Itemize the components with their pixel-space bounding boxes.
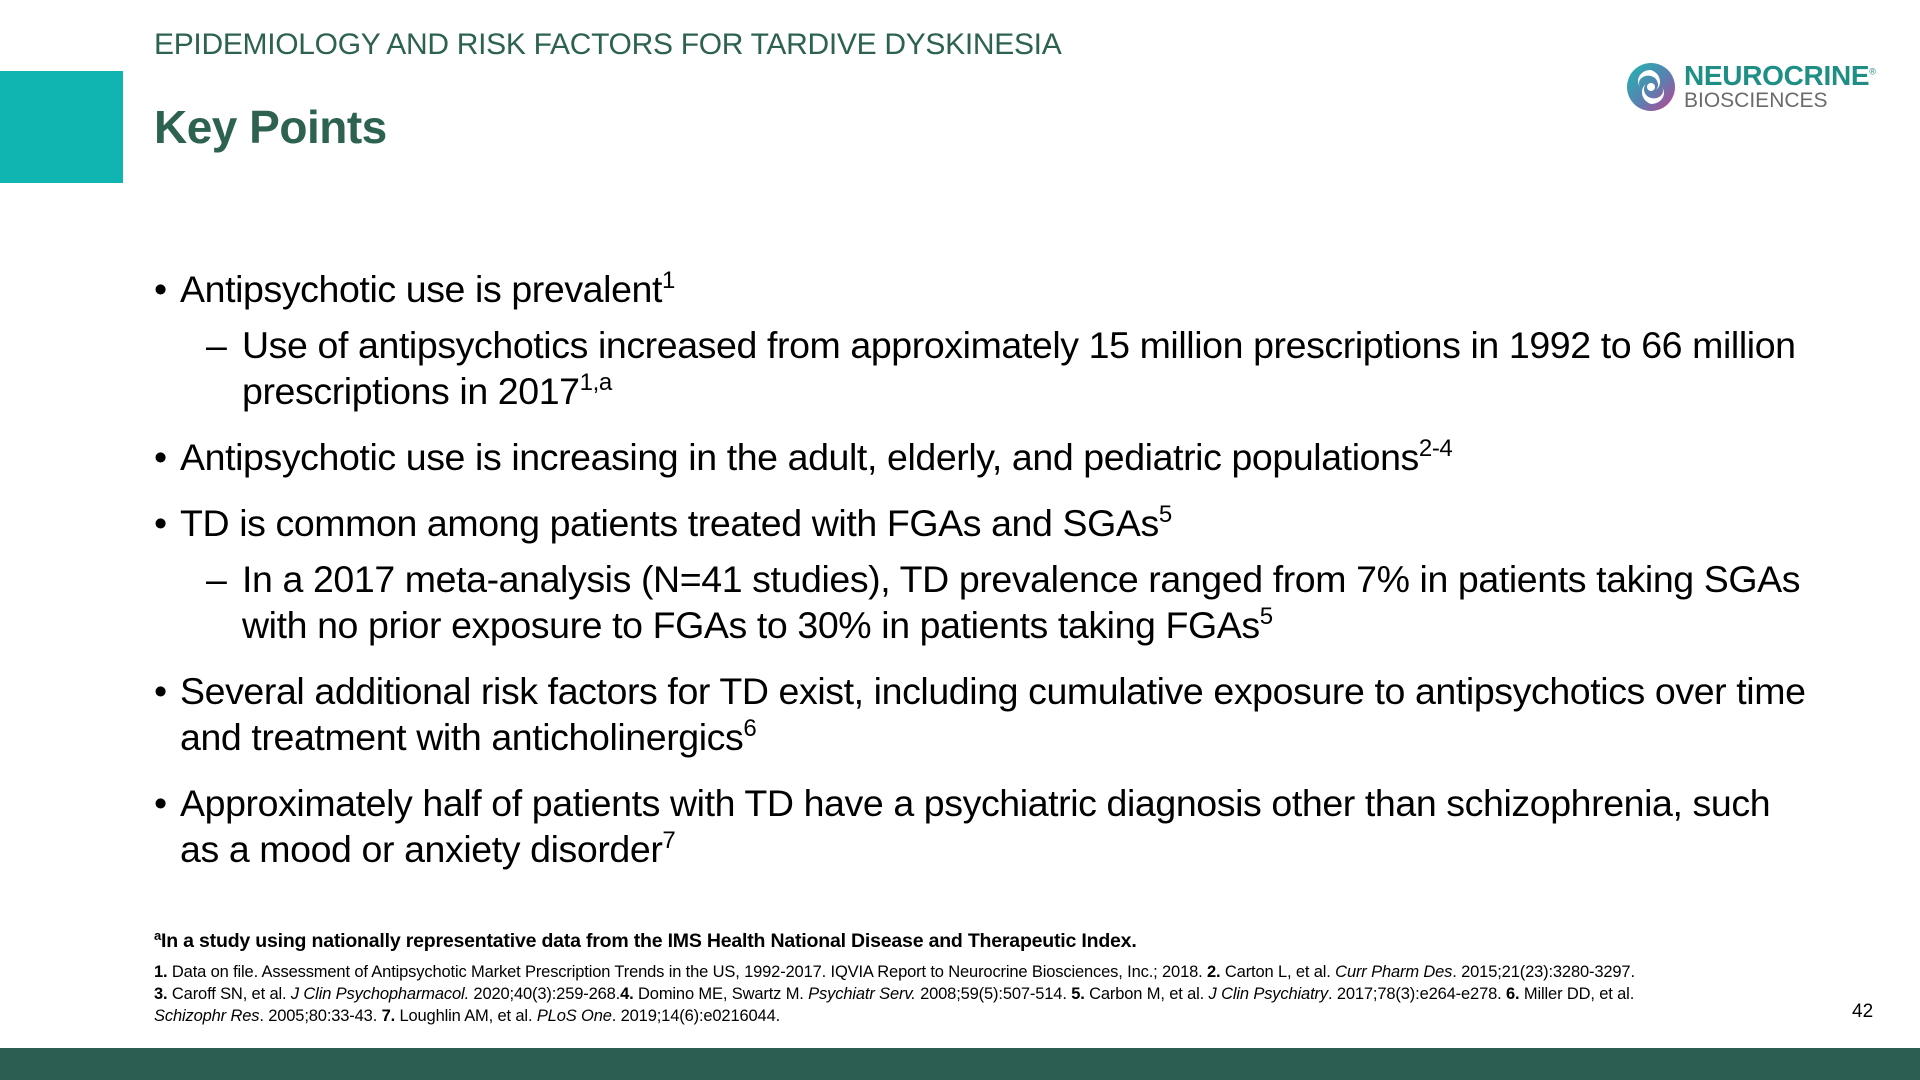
sub-bullet-item: – Use of antipsychotics increased from approximately 15 million prescriptions in 1992 to 66 million prescriptions in 2017$^{1,a}$ <box>206 324 1796 412</box>
bullet-item: • Several additional risk factors for TD exist, including cumulative exposure to antipsychotics over time and treatment with anticholinergics$^6$ <box>154 668 1814 760</box>
references <box>154 961 1814 1027</box>
reference-item: 4. Domino ME, Swartz M. Psychiatr Serv. 2008;59(5):507-514. <box>620 985 1072 1003</box>
company-logo <box>1626 60 1896 116</box>
bullet-item: • Antipsychotic use is prevalent$^1$ – Use of antipsychotics increased from approximately 15 million prescriptions in 1992 to 66 million prescriptions in 2017$^{1,a}$ <box>154 266 1814 414</box>
bullet-item: • Antipsychotic use is increasing in the adult, elderly, and pediatric populations$^{2-4}$ <box>154 434 1814 480</box>
page-number: 42 <box>1852 1001 1874 1022</box>
reference-item: 1. Data on file. Assessment of Antipsychotic Market Prescription Trends in the US, 1992-2017. IQVIA Report to Neurocrine Biosciences, Inc.; 2018. <box>154 963 1207 981</box>
sub-bullet-item: – In a 2017 meta-analysis (N=41 studies), TD prevalence ranged from 7% in patients taking SGAs with no prior exposure to FGAs to 30% in patients taking FGAs$^5$ <box>206 558 1801 646</box>
reference-item: 2. Carton L, et al. Curr Pharm Des. 2015;21(23):3280-3297. <box>1207 963 1635 981</box>
reference-item: 7. Loughlin AM, et al. PLoS One. 2019;14(6):e0216044. <box>381 1007 781 1025</box>
reference-item: 6. Miller DD, et al. <box>1506 985 1635 1003</box>
section-header: EPIDEMIOLOGY AND RISK FACTORS FOR TARDIVE DYSKINESIA <box>154 28 1062 61</box>
bullet-item: • TD is common among patients treated with FGAs and SGAs$^5$ – In a 2017 meta-analysis (N=41 studies), TD prevalence ranged from 7% in patients taking SGAs with no prior exposure to FGAs to 30% in patients taking FGAs$^5$ <box>154 500 1814 648</box>
footnote: $^a$In a study using nationally representative data from the IMS Health National Disease and Therapeutic Index. <box>154 928 1137 952</box>
key-points-list <box>154 266 1814 892</box>
reference-item: 5. Carbon M, et al. J Clin Psychiatry. 2017;78(3):e264-e278. <box>1071 985 1506 1003</box>
page-title: Key Points <box>154 101 387 153</box>
swirl-logo-icon <box>1626 62 1676 112</box>
logo-wordmark-primary: NEUROCRINE® <box>1684 60 1876 91</box>
bullet-item: • Approximately half of patients with TD have a psychiatric diagnosis other than schizophrenia, such as a mood or anxiety disorder$^7$ <box>154 780 1814 872</box>
footer-bar <box>0 1048 1920 1080</box>
reference-item: 3. Caroff SN, et al. J Clin Psychopharmacol. 2020;40(3):259-268. <box>154 985 621 1003</box>
logo-wordmark-secondary: BIOSCIENCES <box>1684 89 1828 112</box>
accent-block <box>0 71 123 183</box>
reference-item: Schizophr Res. 2005;80:33-43. <box>154 1007 382 1025</box>
